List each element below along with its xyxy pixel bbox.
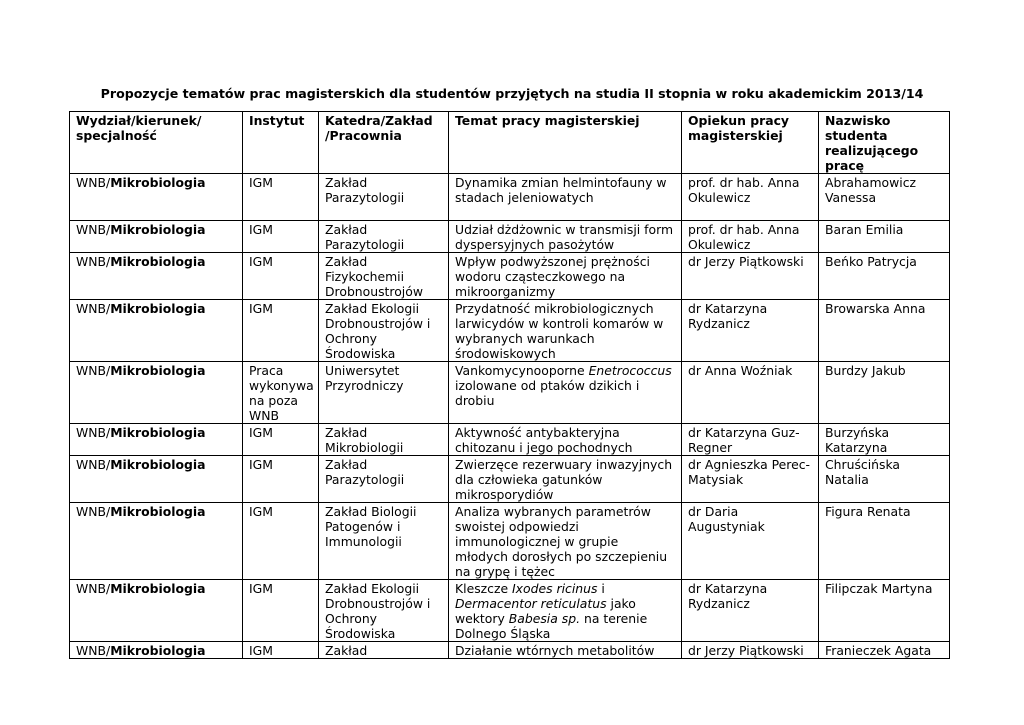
cell-wydzial [70, 253, 243, 300]
cell-temat [449, 424, 682, 456]
cell-katedra: Zakład Ekologii Drobnoustrojów i Ochrony Środowiska [319, 300, 449, 362]
temat-italic-segment: Enetrococcus [588, 363, 672, 378]
wydzial-kierunek: Mikrobiologia [110, 363, 206, 378]
temat-segment: i [597, 581, 605, 596]
cell-student: Filipczak Martyna [819, 580, 950, 642]
cell-opiekun: dr Katarzyna Guz-Regner [682, 424, 819, 456]
temat-segment: Przydatność mikrobiologicznych larwicydów w kontroli komarów w wybranych warunkach środowiskowych [455, 301, 664, 361]
table-body [70, 174, 950, 659]
header-temat: Temat pracy magisterskiej [449, 112, 682, 174]
cell-wydzial [70, 300, 243, 362]
temat-italic-segment: Dermacentor reticulatus [455, 596, 607, 611]
cell-instytut: IGM [243, 456, 319, 503]
table-header-row [70, 112, 950, 174]
temat-segment: Dynamika zmian helmintofauny w stadach jeleniowatych [455, 175, 667, 205]
wydzial-kierunek: Mikrobiologia [110, 222, 206, 237]
cell-temat [449, 253, 682, 300]
wydzial-kierunek: Mikrobiologia [110, 504, 206, 519]
cell-wydzial [70, 362, 243, 424]
cell-opiekun: dr Katarzyna Rydzanicz [682, 580, 819, 642]
cell-instytut: IGM [243, 580, 319, 642]
table-row [70, 424, 950, 456]
wydzial-kierunek: Mikrobiologia [110, 254, 206, 269]
cell-wydzial [70, 503, 243, 580]
temat-segment: jako wektory [455, 596, 636, 626]
wydzial-kierunek: Mikrobiologia [110, 301, 206, 316]
temat-segment: Vankomycynooporne [455, 363, 589, 378]
temat-segment: Aktywność antybakteryjna chitozanu i jego pochodnych [455, 425, 633, 455]
wydzial-prefix: WNB/ [76, 504, 111, 519]
cell-katedra: Zakład Mikrobiologii [319, 424, 449, 456]
cell-opiekun: dr Anna Woźniak [682, 362, 819, 424]
cell-katedra: Zakład Parazytologii [319, 174, 449, 221]
table-row [70, 174, 950, 221]
cell-katedra: Zakład [319, 642, 449, 659]
temat-segment: Wpływ podwyższonej prężności wodoru cząsteczkowego na mikroorganizmy [455, 254, 650, 299]
cell-instytut: IGM [243, 253, 319, 300]
cell-temat [449, 456, 682, 503]
header-nazwisko: Nazwisko studenta realizującego pracę [819, 112, 950, 174]
wydzial-prefix: WNB/ [76, 301, 111, 316]
table-row [70, 221, 950, 253]
cell-temat [449, 580, 682, 642]
header-wydzial: Wydział/kierunek/ specjalność [70, 112, 243, 174]
table-row [70, 253, 950, 300]
cell-temat [449, 642, 682, 659]
cell-instytut: IGM [243, 300, 319, 362]
wydzial-prefix: WNB/ [76, 643, 111, 658]
header-opiekun: Opiekun pracy magisterskiej [682, 112, 819, 174]
header-katedra: Katedra/Zakład /Pracownia [319, 112, 449, 174]
temat-segment: Udział dżdżownic w transmisji form dyspersyjnych pasożytów [455, 222, 674, 252]
wydzial-kierunek: Mikrobiologia [110, 643, 206, 658]
cell-wydzial [70, 456, 243, 503]
wydzial-prefix: WNB/ [76, 425, 111, 440]
cell-student: Burzyńska Katarzyna [819, 424, 950, 456]
table-row [70, 362, 950, 424]
cell-student: Figura Renata [819, 503, 950, 580]
cell-instytut: IGM [243, 221, 319, 253]
temat-segment: Zwierzęce rezerwuary inwazyjnych dla człowieka gatunków mikrosporydiów [455, 457, 673, 502]
cell-student: Abrahamowicz Vanessa [819, 174, 950, 221]
cell-student: Beńko Patrycja [819, 253, 950, 300]
cell-student: Burdzy Jakub [819, 362, 950, 424]
wydzial-prefix: WNB/ [76, 254, 111, 269]
cell-instytut: IGM [243, 503, 319, 580]
wydzial-prefix: WNB/ [76, 581, 111, 596]
wydzial-prefix: WNB/ [76, 222, 111, 237]
table-row [70, 503, 950, 580]
cell-student: Chruścińska Natalia [819, 456, 950, 503]
cell-instytut: Praca wykonywa na poza WNB [243, 362, 319, 424]
cell-opiekun: dr Jerzy Piątkowski [682, 253, 819, 300]
cell-temat [449, 300, 682, 362]
table-row [70, 580, 950, 642]
cell-wydzial [70, 174, 243, 221]
cell-opiekun: dr Daria Augustyniak [682, 503, 819, 580]
cell-katedra: Zakład Parazytologii [319, 221, 449, 253]
cell-katedra: Uniwersytet Przyrodniczy [319, 362, 449, 424]
temat-segment: Kleszcze [455, 581, 513, 596]
cell-temat [449, 362, 682, 424]
wydzial-kierunek: Mikrobiologia [110, 175, 206, 190]
cell-temat [449, 174, 682, 221]
temat-segment: Analiza wybranych parametrów swoistej odpowiedzi immunologicznej w grupie młodych dorosłych po szczepieniu na grypę i tężec [455, 504, 668, 579]
document-title: Propozycje tematów prac magisterskich dla studentów przyjętych na studia II stopnia w roku akademickim 2013/14 [100, 86, 924, 101]
cell-wydzial [70, 642, 243, 659]
temat-italic-segment: Babesia sp. [508, 611, 581, 626]
wydzial-prefix: WNB/ [76, 363, 111, 378]
cell-opiekun: prof. dr hab. Anna Okulewicz [682, 174, 819, 221]
table-row [70, 300, 950, 362]
cell-instytut: IGM [243, 424, 319, 456]
cell-katedra: Zakład Biologii Patogenów i Immunologii [319, 503, 449, 580]
header-instytut: Instytut [243, 112, 319, 174]
cell-temat [449, 221, 682, 253]
table-row [70, 456, 950, 503]
cell-wydzial [70, 580, 243, 642]
cell-opiekun: prof. dr hab. Anna Okulewicz [682, 221, 819, 253]
cell-instytut: IGM [243, 642, 319, 659]
cell-wydzial [70, 221, 243, 253]
cell-katedra: Zakład Ekologii Drobnoustrojów i Ochrony Środowiska [319, 580, 449, 642]
cell-katedra: Zakład Parazytologii [319, 456, 449, 503]
wydzial-kierunek: Mikrobiologia [110, 581, 206, 596]
cell-temat [449, 503, 682, 580]
cell-student: Baran Emilia [819, 221, 950, 253]
thesis-topics-table [69, 111, 950, 659]
table-row [70, 642, 950, 659]
temat-italic-segment: Ixodes ricinus [512, 581, 598, 596]
wydzial-kierunek: Mikrobiologia [110, 457, 206, 472]
cell-opiekun: dr Katarzyna Rydzanicz [682, 300, 819, 362]
cell-wydzial [70, 424, 243, 456]
cell-student: Browarska Anna [819, 300, 950, 362]
cell-opiekun: dr Agnieszka Perec-Matysiak [682, 456, 819, 503]
cell-katedra: Zakład Fizykochemii Drobnoustrojów [319, 253, 449, 300]
temat-segment: Działanie wtórnych metabolitów [455, 643, 655, 658]
wydzial-kierunek: Mikrobiologia [110, 425, 206, 440]
cell-student: Franieczek Agata [819, 642, 950, 659]
cell-instytut: IGM [243, 174, 319, 221]
temat-segment: na terenie Dolnego Śląska [455, 611, 648, 641]
wydzial-prefix: WNB/ [76, 457, 111, 472]
wydzial-prefix: WNB/ [76, 175, 111, 190]
temat-segment: izolowane od ptaków dzikich i drobiu [455, 378, 640, 408]
cell-opiekun: dr Jerzy Piątkowski [682, 642, 819, 659]
